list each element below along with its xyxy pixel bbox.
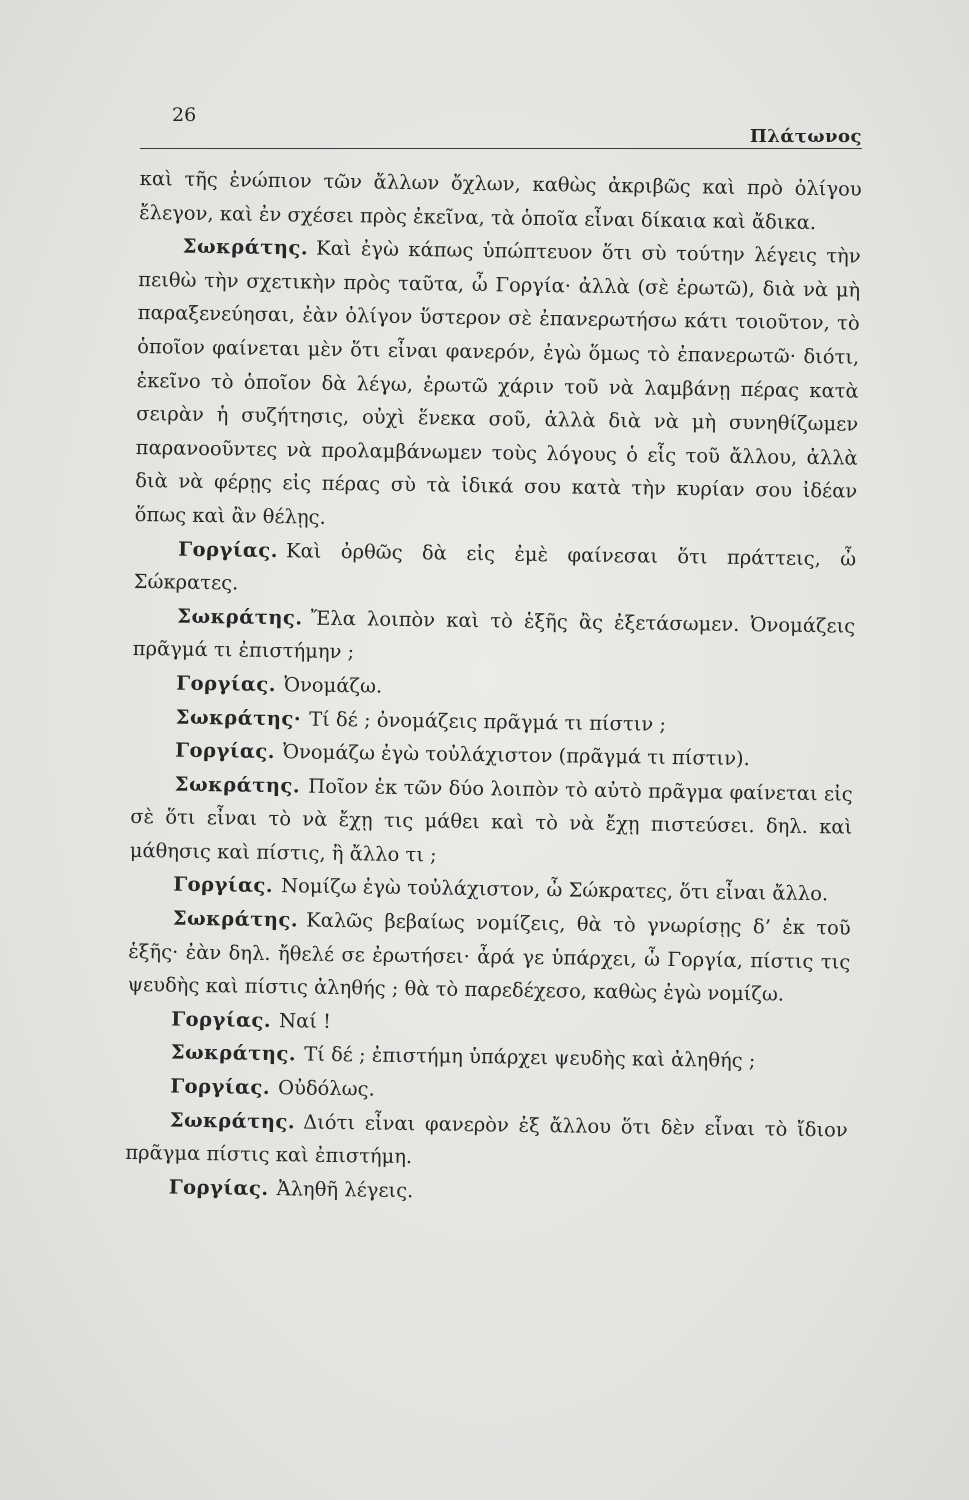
dialogue-line <box>133 599 856 677</box>
speaker-name: Σωκράτης. <box>177 604 303 630</box>
dialogue-text-line: Τί δέ ; ὀνομάζεις πρᾶγμά τι πίστιν ; <box>308 707 667 736</box>
dialogue-text-line: Οὐδόλως. <box>277 1076 375 1101</box>
speaker-name: Γοργίας. <box>178 537 279 562</box>
speaker-name: Σωκράτης. <box>172 906 299 932</box>
speaker-name: Σωκράτης. <box>170 1040 297 1066</box>
dialogue-text-line: Νομίζω ἐγὼ τοὐλάχιστον, ὦ Σώκρατες, ὅτι εἶναι ἄλλο. <box>280 874 829 906</box>
speaker-name: Γοργίας. <box>173 873 274 898</box>
dialogue-line <box>128 901 851 1012</box>
dialogue-text-line: Ναί ! <box>278 1009 332 1033</box>
speaker-name: Σωκράτης. <box>182 234 309 260</box>
speaker-name: Γοργίας. <box>170 1074 271 1100</box>
dialogue-text-line: Ἀληθῆ λέγεις. <box>276 1176 414 1202</box>
page-number: 26 <box>172 104 197 126</box>
header-rule <box>140 148 862 149</box>
dialogue-text-line: Ὀνομάζω ἐγὼ τοὐλάχιστον (πρᾶγμά τι πίστιν). <box>282 740 751 771</box>
running-title: Πλάτωνος <box>749 126 862 147</box>
paragraph-intro <box>139 162 862 240</box>
dialogue-text-line: Ἔλα λοιπὸν καὶ τὸ ἑξῆς ἂς ἐξετάσωμεν. Ὀνομάζεις πρᾶγμά τι ἐπιστήμην ; <box>132 606 856 664</box>
dialogue-line <box>135 229 861 542</box>
speaker-name: Σωκράτης. <box>174 772 301 798</box>
dialogue-text-line: Καὶ ἐγὼ κάπως ὑπώπτευον ὅτι σὺ τούτην λέγεις τὴν πειθὼ τὴν σχετικὴν πρὸς ταῦτα, ὦ Γοργία· ἀλλὰ (σὲ ἐρωτῶ), διὰ νὰ μὴ παραξενεύησαι, ἐὰν ὀλίγον ὕστερον σὲ ἐπανερωτήσω κάτι τοιοῦτον, τὸ ὁποῖον φαίνεται μὲν ὅτι εἶναι φανερόν, ἐγὼ ὅμως τὸ ἐπανερωτῶ· διότι, ἐκεῖνο τὸ ὁποῖον δὰ λέγω, ἐρωτῶ χάριν τοῦ νὰ λαμβάνῃ πέρας κατὰ σειρὰν ἡ συζήτησις, οὐχὶ ἕνεκα σοῦ, ἀλλὰ διὰ νὰ μὴ συνηθίζωμεν παρανοοῦντες νὰ προλαμβάνωμεν τοὺς λόγους ὁ εἷς τοῦ ἄλλου, ἀλλὰ διὰ νὰ φέρῃς εἰς πέρας σὺ τὰ ἰδικά σου κατὰ τὴν κυρίαν σου ἰδέαν ὅπως καὶ ἂν θέλῃς. <box>134 236 861 529</box>
paragraph-text: καὶ τῆς ἐνώπιον τῶν ἄλλων ὄχλων, καθὼς ἀκριβῶς καὶ πρὸ ὀλίγου ἔλεγον, καὶ ἐν σχέσει πρὸς ἐκεῖνα, τὰ ὁποῖα εἶναι δίκαια καὶ ἄδικα. <box>139 166 862 234</box>
dialogue-text-line: Διότι εἶναι φανερὸν ἐξ ἄλλου ὅτι δὲν εἶναι τὸ ἴδιον πρᾶγμα πίστις καὶ ἐπιστήμη. <box>125 1110 848 1169</box>
dialogue-text-line: Τί δέ ; ἐπιστήμη ὑπάρχει ψευδὴς καὶ ἀληθής ; <box>304 1042 756 1073</box>
speaker-name: Γοργίας. <box>168 1175 269 1200</box>
dialogue-text-line: Καλῶς βεβαίως νομίζεις, θὰ τὸ γνωρίσῃς δ’ ἐκ τοῦ ἑξῆς· ἐὰν δηλ. ἤθελέ σε ἐρωτήσει· ἆρά γε ὑπάρχει, ὦ Γοργία, πίστις τις ψευδὴς καὶ πίστις ἀληθής ; θὰ τὸ παρεδέχεσο, καθὼς ἐγὼ νομίζω. <box>127 908 851 1006</box>
dialogue-text-line: Ποῖον ἐκ τῶν δύο λοιπὸν τὸ αὐτὸ πρᾶγμα φαίνεται εἰς σὲ ὅτι εἶναι τὸ νὰ ἔχῃ τις μάθει καὶ τὸ νὰ ἔχῃ πιστεύσει. δηλ. καὶ μάθησις καὶ πίστις, ἢ ἄλλο τι ; <box>129 774 853 867</box>
page-header <box>140 100 862 150</box>
dialogue-text-line: Καὶ ὀρθῶς δὰ εἰς ἐμὲ φαίνεσαι ὅτι πράττεις, ὦ Σώκρατες. <box>133 538 857 595</box>
speaker-name: Γοργίας. <box>175 738 276 764</box>
dialogue-text-line: Ὀνομάζω. <box>283 673 383 698</box>
speaker-name: Γοργίας. <box>176 671 277 696</box>
speaker-name: Σωκράτης· <box>175 705 302 730</box>
dialogue-text <box>124 162 862 1248</box>
speaker-name: Γοργίας. <box>171 1007 272 1032</box>
dialogue-line <box>130 767 853 878</box>
speaker-name: Σωκράτης. <box>169 1108 296 1134</box>
dialogue-line <box>134 531 857 609</box>
dialogue-line <box>125 1103 848 1181</box>
